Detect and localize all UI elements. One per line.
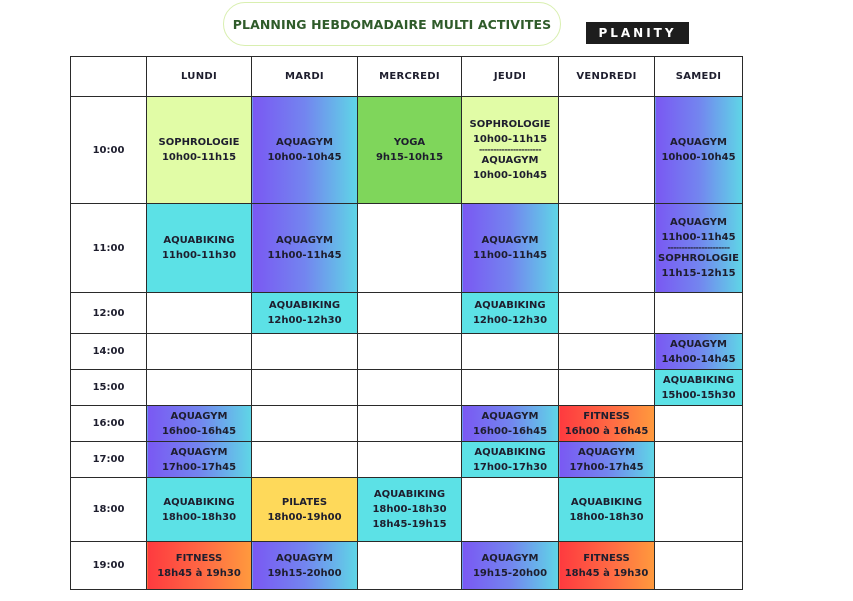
activity-slot (655, 204, 743, 293)
empty-slot (358, 334, 462, 370)
day-header-mardi: MARDI (252, 57, 358, 97)
activity-time: 18h45-19h15 (372, 519, 447, 530)
activity-time: 18h45 à 19h30 (157, 567, 241, 579)
page-title: PLANNING HEBDOMADAIRE MULTI ACTIVITES (232, 16, 552, 32)
time-label: 12:00 (71, 293, 147, 334)
activity-time: 11h15-12h15 (661, 268, 736, 279)
activity-time: 15h00-15h30 (661, 389, 736, 401)
activity-name: FITNESS (583, 410, 630, 422)
time-row (71, 334, 743, 370)
activity-time: 16h00-16h45 (472, 425, 548, 437)
activity-name: AQUAGYM (170, 410, 228, 422)
empty-slot (358, 293, 462, 334)
activity-name: AQUAGYM (276, 552, 333, 564)
activity-slot (147, 97, 252, 204)
activity-separator: ---------------------- (667, 245, 730, 251)
empty-slot (655, 406, 743, 442)
activity-time: 18h00-19h00 (267, 511, 342, 523)
activity-slot (252, 204, 358, 293)
activity-name: AQUAGYM (578, 446, 635, 458)
activity-slot (147, 204, 252, 293)
time-row (71, 542, 743, 590)
activity-slot (655, 334, 743, 370)
empty-slot (462, 370, 559, 406)
weekly-schedule-table (70, 56, 743, 590)
empty-slot (147, 334, 252, 370)
activity-name: FITNESS (175, 552, 223, 564)
activity-slot (147, 542, 252, 590)
activity-time: 9h15-10h15 (375, 152, 444, 163)
time-row (71, 97, 743, 204)
activity-slot (559, 478, 655, 542)
time-row (71, 293, 743, 334)
time-row (71, 204, 743, 293)
activity-time: 11h00-11h45 (472, 250, 548, 261)
title-banner (223, 2, 561, 46)
activity-slot (655, 97, 743, 204)
activity-slot (462, 293, 559, 334)
activity-slot (655, 370, 743, 406)
corner-cell (71, 57, 147, 97)
day-header-vendredi: VENDREDI (559, 57, 655, 97)
empty-slot (147, 370, 252, 406)
empty-slot (462, 478, 559, 542)
activity-slot (462, 97, 559, 204)
empty-slot (252, 406, 358, 442)
empty-slot (655, 478, 743, 542)
time-label: 15:00 (71, 370, 147, 406)
activity-name: SOPHROLOGIE (158, 137, 240, 148)
activity-name: AQUABIKING (268, 300, 341, 311)
activity-name: AQUAGYM (170, 446, 228, 458)
activity-time: 19h15-20h00 (472, 567, 548, 579)
time-row (71, 442, 743, 478)
day-header-mercredi: MERCREDI (358, 57, 462, 97)
empty-slot (559, 334, 655, 370)
activity-time: 12h00-12h30 (267, 315, 342, 326)
activity-time: 16h00-16h45 (161, 425, 237, 437)
empty-slot (252, 370, 358, 406)
activity-name: AQUAGYM (481, 552, 539, 564)
activity-time: 10h00-11h15 (161, 152, 237, 163)
activity-time: 17h00-17h45 (569, 461, 644, 473)
empty-slot (655, 293, 743, 334)
activity-slot (462, 406, 559, 442)
activity-time: 16h00 à 16h45 (564, 425, 649, 437)
empty-slot (462, 334, 559, 370)
activity-name: AQUAGYM (276, 235, 333, 246)
empty-slot (252, 334, 358, 370)
activity-slot (559, 542, 655, 590)
activity-slot (559, 406, 655, 442)
activity-slot (462, 204, 559, 293)
empty-slot (559, 97, 655, 204)
time-row (71, 370, 743, 406)
activity-slot (559, 442, 655, 478)
time-label: 16:00 (71, 406, 147, 442)
activity-name: FITNESS (583, 552, 630, 564)
activity-name: AQUAGYM (670, 137, 727, 148)
empty-slot (358, 542, 462, 590)
activity-name: AQUABIKING (373, 489, 446, 500)
activity-slot (252, 542, 358, 590)
activity-name: AQUABIKING (474, 446, 546, 458)
time-label: 14:00 (71, 334, 147, 370)
activity-slot (358, 478, 462, 542)
empty-slot (358, 204, 462, 293)
day-header-row (71, 57, 743, 97)
activity-time: 18h00-18h30 (372, 504, 447, 515)
activity-name: AQUAGYM (481, 235, 539, 246)
time-label: 10:00 (71, 97, 147, 204)
activity-time: 14h00-14h45 (661, 353, 736, 365)
activity-time: 11h00-11h45 (661, 232, 736, 243)
activity-slot (462, 542, 559, 590)
activity-slot (252, 97, 358, 204)
activity-time: 10h00-10h45 (472, 170, 548, 181)
activity-time: 18h00-18h30 (569, 511, 644, 523)
empty-slot (358, 442, 462, 478)
empty-slot (559, 370, 655, 406)
activity-separator: ---------------------- (478, 147, 542, 153)
activity-name: AQUABIKING (570, 496, 643, 508)
activity-name: PILATES (281, 496, 328, 508)
activity-time: 11h00-11h45 (267, 250, 342, 261)
activity-name: AQUAGYM (670, 338, 727, 350)
activity-time: 17h00-17h45 (161, 461, 237, 473)
activity-name: AQUAGYM (481, 410, 539, 422)
empty-slot (358, 406, 462, 442)
activity-slot (147, 442, 252, 478)
activity-name: AQUABIKING (474, 300, 546, 311)
empty-slot (655, 442, 743, 478)
activity-slot (462, 442, 559, 478)
activity-name: SOPHROLOGIE (658, 253, 739, 264)
activity-name: AQUAGYM (481, 155, 539, 166)
day-header-jeudi: JEUDI (462, 57, 559, 97)
activity-slot (252, 293, 358, 334)
empty-slot (147, 293, 252, 334)
time-label: 17:00 (71, 442, 147, 478)
activity-name: AQUAGYM (276, 137, 333, 148)
time-label: 19:00 (71, 542, 147, 590)
activity-name: AQUABIKING (163, 235, 235, 246)
empty-slot (252, 442, 358, 478)
activity-time: 10h00-11h15 (472, 134, 548, 145)
activity-name: YOGA (393, 137, 426, 148)
empty-slot (559, 293, 655, 334)
activity-name: AQUABIKING (662, 374, 735, 386)
activity-time: 11h00-11h30 (161, 250, 237, 261)
empty-slot (655, 542, 743, 590)
empty-slot (358, 370, 462, 406)
activity-time: 18h00-18h30 (161, 511, 237, 523)
time-row (71, 406, 743, 442)
activity-slot (147, 478, 252, 542)
time-label: 18:00 (71, 478, 147, 542)
day-header-samedi: SAMEDI (655, 57, 743, 97)
activity-time: 19h15-20h00 (267, 567, 342, 579)
activity-slot (252, 478, 358, 542)
activity-name: AQUAGYM (670, 217, 727, 228)
activity-time: 12h00-12h30 (472, 315, 548, 326)
activity-name: AQUABIKING (163, 496, 235, 508)
activity-slot (147, 406, 252, 442)
activity-time: 17h00-17h30 (472, 461, 548, 473)
planity-logo: PLANITY (586, 22, 689, 44)
empty-slot (559, 204, 655, 293)
time-label: 11:00 (71, 204, 147, 293)
activity-time: 10h00-10h45 (661, 152, 736, 163)
day-header-lundi: LUNDI (147, 57, 252, 97)
activity-name: SOPHROLOGIE (469, 119, 551, 130)
time-row (71, 478, 743, 542)
activity-slot (358, 97, 462, 204)
activity-time: 10h00-10h45 (267, 152, 342, 163)
activity-time: 18h45 à 19h30 (564, 567, 649, 579)
